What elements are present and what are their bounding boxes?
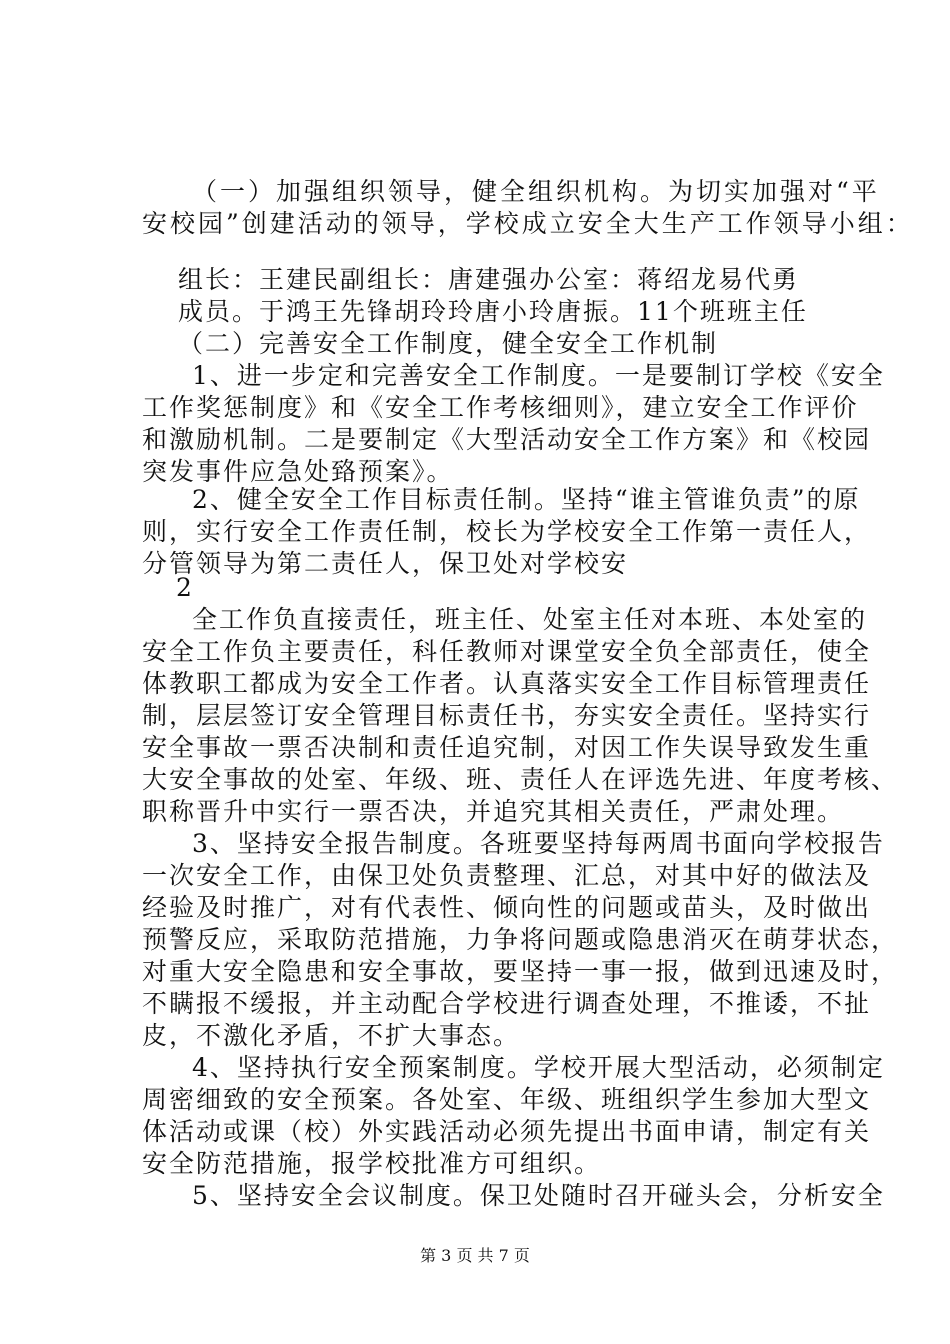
item-4 [142, 1052, 885, 1180]
item-3 [142, 828, 899, 1052]
text-line: 组长：王建民副组长：唐建强办公室：蒋绍龙易代勇 [178, 265, 800, 294]
item-2 [142, 484, 872, 580]
source-page-marker: 2 [176, 573, 192, 602]
text-line: 安全事故一票否决制和责任追究制，对因工作失误导致发生重 [142, 733, 872, 762]
text-line: 不瞒报不缓报，并主动配合学校进行调查处理，不推诿，不扯 [142, 989, 872, 1018]
continuation-paragraph [142, 604, 899, 828]
text-line: 对重大安全隐患和安全事故，要坚持一事一报，做到迅速及时， [142, 957, 899, 986]
text-line: 预警反应，采取防范措施，力争将问题或隐患消灭在萌芽状态， [142, 925, 899, 954]
text-line: 成员。于鸿王先锋胡玲玲唐小玲唐振。11个班班主任 [178, 297, 808, 326]
text-line: 和激励机制。二是要制定《大型活动安全工作方案》和《校园 [142, 425, 872, 454]
section-1-paragraph [142, 176, 914, 240]
text-line: 安全工作负主要责任，科任教师对课堂安全负全部责任，使全 [142, 637, 872, 666]
section-2-heading [142, 328, 842, 360]
item-1 [142, 360, 885, 488]
text-line: 职称晋升中实行一票否决，并追究其相关责任，严肃处理。 [142, 797, 845, 826]
text-line: 安全防范措施，报学校批准方可组织。 [142, 1149, 602, 1178]
text-line: 3、坚持安全报告制度。各班要坚持每两周书面向学校报告 [192, 829, 885, 858]
text-line: 1、进一步定和完善安全工作制度。一是要制订学校《安全 [192, 361, 885, 390]
text-line: 突发事件应急处臵预案》。 [142, 457, 454, 486]
text-line: 周密细致的安全预案。各处室、年级、班组织学生参加大型文 [142, 1085, 872, 1114]
text-line: 5、坚持安全会议制度。保卫处随时召开碰头会，分析安全 [192, 1181, 885, 1210]
member-list [142, 264, 842, 328]
text-line: 大安全事故的处室、年级、班、责任人在评选先进、年度考核、 [142, 765, 899, 794]
text-line: （一）加强组织领导，健全组织机构。为切实加强对“平 [192, 177, 880, 206]
text-line: 制，层层签订安全管理目标责任书，夯实安全责任。坚持实行 [142, 701, 872, 730]
text-line: 4、坚持执行安全预案制度。学校开展大型活动，必须制定 [192, 1053, 885, 1082]
section-title: （二）完善安全工作制度，健全安全工作机制 [178, 329, 719, 358]
text-line: 全工作负直接责任，班主任、处室主任对本班、本处室的 [192, 605, 868, 634]
page-footer: 第 3 页 共 7 页 [420, 1246, 530, 1265]
text-line: 安校园”创建活动的领导，学校成立安全大生产工作领导小组： [142, 209, 914, 238]
text-line: 体活动或课（校）外实践活动必须先提出书面申请，制定有关 [142, 1117, 872, 1146]
text-line: 则，实行安全工作责任制，校长为学校安全工作第一责任人， [142, 517, 872, 546]
text-line: 经验及时推广，对有代表性、倾向性的问题或苗头，及时做出 [142, 893, 872, 922]
text-line: 皮，不激化矛盾，不扩大事态。 [142, 1021, 521, 1050]
item-5 [142, 1180, 885, 1212]
text-line: 工作奖惩制度》和《安全工作考核细则》，建立安全工作评价 [142, 393, 859, 422]
text-line: 2、健全安全工作目标责任制。坚持“谁主管谁负责”的原 [192, 485, 861, 514]
text-line: 分管领导为第二责任人，保卫处对学校安 [142, 549, 629, 578]
text-line: 体教职工都成为安全工作者。认真落实安全工作目标管理责任 [142, 669, 872, 698]
text-line: 一次安全工作，由保卫处负责整理、汇总，对其中好的做法及 [142, 861, 872, 890]
